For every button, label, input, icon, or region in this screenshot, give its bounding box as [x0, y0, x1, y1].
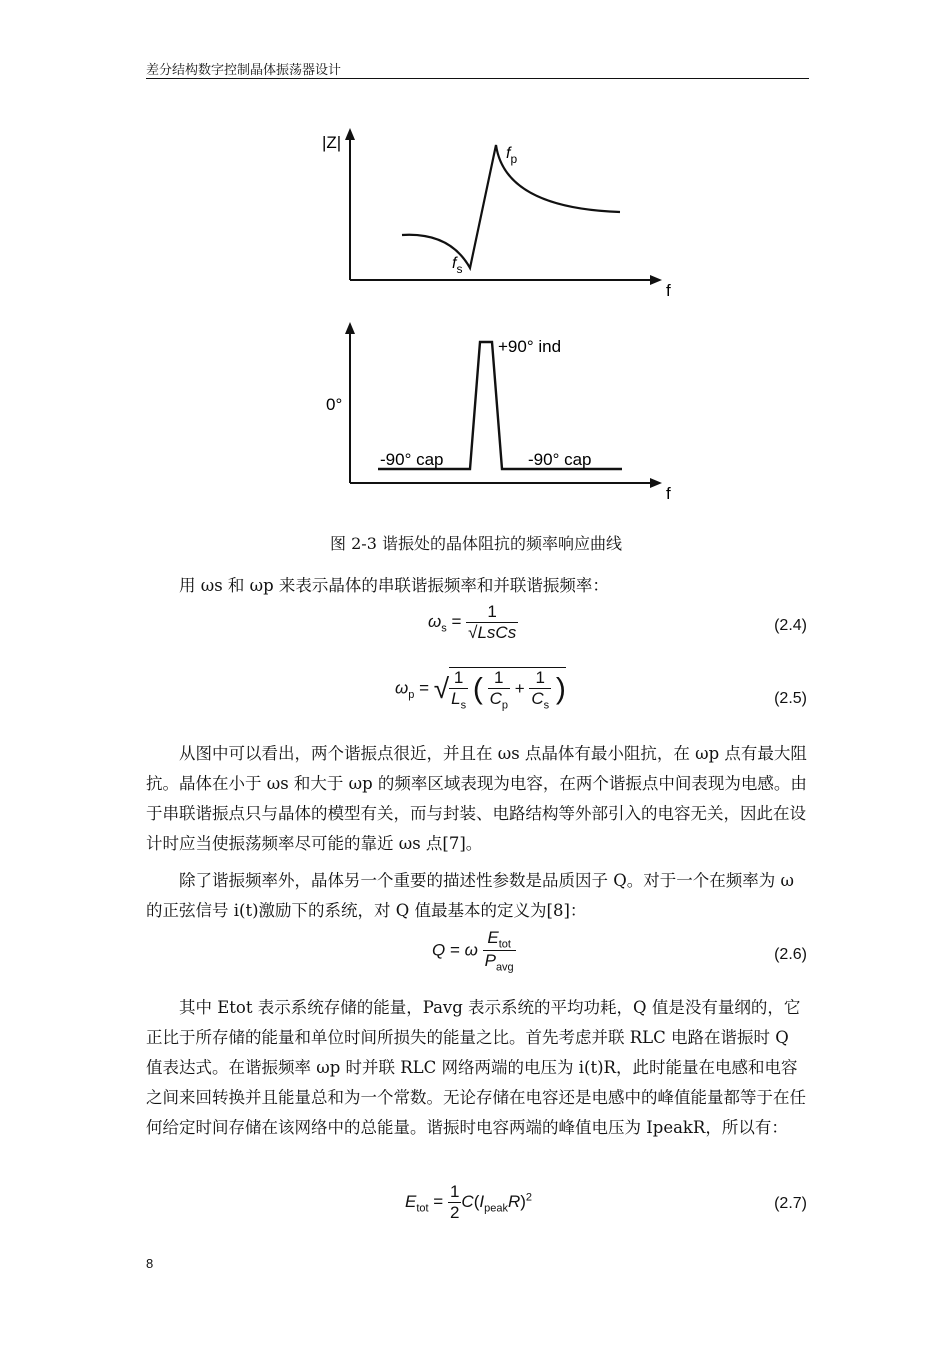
y-axis-label: |Z| [322, 133, 342, 152]
impedance-phase-figure [300, 120, 700, 510]
equation-2-5: $\omega_p$ = √ $\frac{1}{L_s}$ ( $\frac{1}{C_p}$ + $\frac{1}{C_s}$ ) [395, 668, 566, 712]
equation-2-4: $\omega_s$ = $\frac{1}{\text{√LsCs}}$ [428, 602, 517, 642]
paragraph-3: 除了谐振频率外，晶体另一个重要的描述性参数是品质因子 Q。对于一个在频率为 ω 的正弦信号 i(t)激励下的系统，对 Q 值最基本的定义为[8]： [146, 871, 794, 920]
ind-label: +90° ind [498, 337, 562, 356]
fs-label: $f_s$ [452, 255, 463, 276]
paragraph-2: 从图中可以看出，两个谐振点很近，并且在 ωs 点晶体有最小阻抗，在 ωp 点有最大阻抗。晶体在小于 ωs 和大于 ωp 的频率区域表现为电容，在两个谐振点中间表现为电感。由于串联谐振点只与晶体的模型有关，而与封装、电路结构等外部引入的电容无关，因此在设计时应当使振荡频率尽可能的靠近 ωs 点[7]。 [146, 744, 807, 853]
paragraph-4: 其中 Etot 表示系统存储的能量，Pavg 表示系统的平均功耗，Q 值是没有量纲的，它正比于所存储的能量和单位时间所损失的能量之比。首先考虑并联 RLC 电路在谐振时 Q 值表达式。在谐振频率 ωp 时并联 RLC 网络两端的电压为 i(t)R，此时能量在电感和电容之间来回转换并且能量总和为一个常数。无论存储在电容还是电感中的峰值能量都等于在任何给定时间存储在该网络中的总能量。谐振时电容两端的峰值电压为 IpeakR，所以有： [146, 998, 806, 1137]
equation-number-2-7: (2.7) [774, 1195, 807, 1212]
running-header: 差分结构数字控制晶体振荡器设计 [146, 63, 342, 78]
cap-right-label: -90° cap [528, 450, 592, 469]
x-axis-arrow [650, 275, 662, 285]
x-axis-label-top: f [666, 281, 671, 300]
equation-number-2-4: (2.4) [774, 617, 807, 634]
figure-caption: 图 2-3 谐振处的晶体阻抗的频率响应曲线 [330, 534, 622, 553]
page-number: 8 [146, 1256, 154, 1271]
zero-label: 0° [326, 395, 343, 414]
fp-label: $f_p$ [506, 145, 518, 166]
y-axis-arrow [345, 128, 355, 140]
x-axis-label-bottom: f [666, 484, 671, 503]
equation-2-7: $E_{tot}$ = $\frac{1}{2}$ $C(I_{peak}R)^2$ [405, 1182, 533, 1222]
paragraph-1: 用 ωs 和 ωp 来表示晶体的串联谐振频率和并联谐振频率： [179, 576, 609, 595]
cap-left-label: -90° cap [380, 450, 444, 469]
equation-number-2-6: (2.6) [774, 946, 807, 963]
header-rule [146, 78, 809, 79]
impedance-plot [345, 128, 662, 285]
equation-number-2-5: (2.5) [774, 690, 807, 707]
equation-2-6: Q = ω $\frac{E_{tot}}{P_{avg}}$ [432, 928, 514, 974]
